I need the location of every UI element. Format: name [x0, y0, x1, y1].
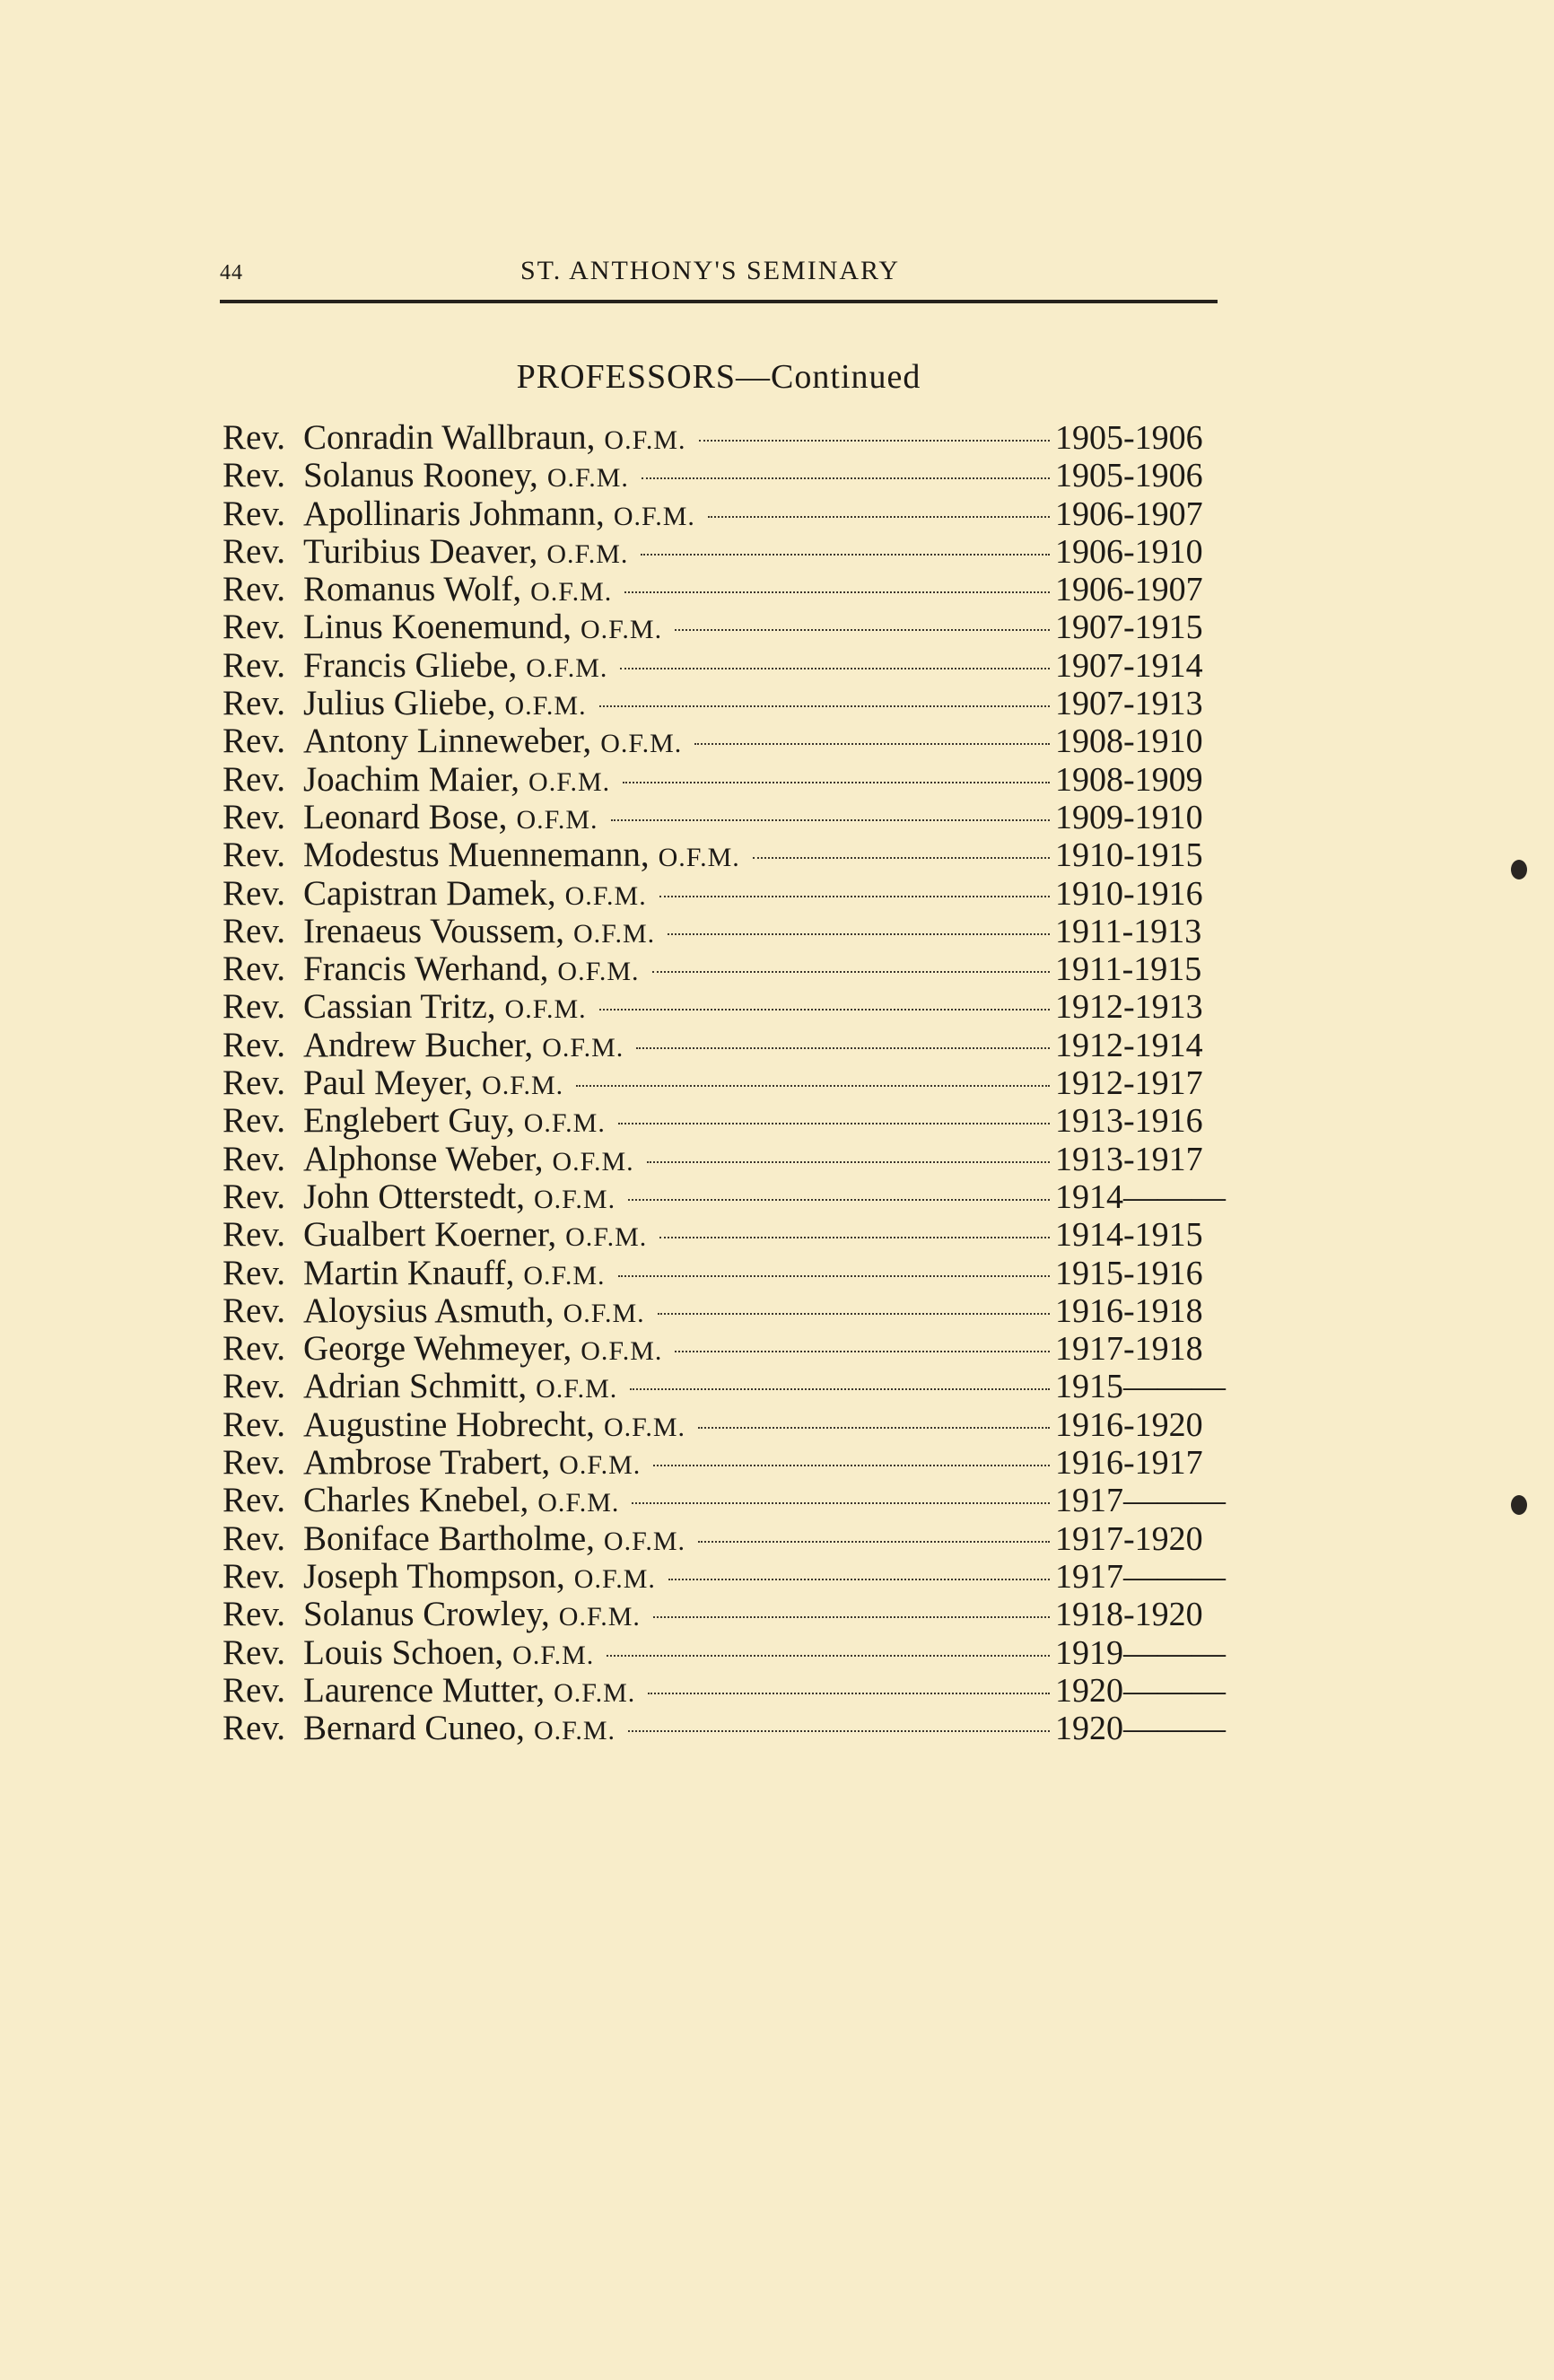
- dot-leader: [636, 1047, 1050, 1049]
- entry-title: Rev.: [223, 1367, 286, 1406]
- professor-entry: [223, 722, 1218, 760]
- entry-title: Rev.: [223, 1518, 286, 1558]
- entry-name: Charles Knebel,: [303, 1481, 529, 1520]
- professor-entry: [223, 1292, 1218, 1330]
- professors-list: [223, 418, 1226, 1748]
- entry-name: Leonard Bose,: [303, 797, 508, 836]
- dot-leader: [623, 782, 1050, 783]
- entry-order: O.F.M.: [546, 463, 629, 494]
- entry-name: Francis Werhand,: [303, 949, 549, 989]
- dot-leader: [628, 1730, 1050, 1732]
- professor-entry: [223, 1255, 1218, 1292]
- dot-leader: [641, 554, 1050, 556]
- running-title: ST. ANTHONY'S SEMINARY: [520, 256, 901, 285]
- entry-order: O.F.M.: [600, 729, 683, 759]
- entry-years: 1916-1920: [1055, 1405, 1203, 1444]
- entry-title: Rev.: [223, 570, 286, 609]
- dot-leader: [708, 516, 1050, 518]
- entry-years: 1907-1915: [1055, 608, 1203, 647]
- entry-order: O.F.M.: [581, 1336, 663, 1367]
- entry-name: Antony Linneweber,: [303, 722, 592, 761]
- entry-title: Rev.: [223, 1709, 286, 1748]
- entry-years: 1905-1906: [1055, 457, 1203, 495]
- dot-leader: [607, 1655, 1050, 1657]
- entry-title: Rev.: [223, 836, 286, 875]
- entry-name: Bernard Cuneo,: [303, 1709, 525, 1748]
- professor-entry: [223, 1177, 1226, 1216]
- entry-years: 1906-1907: [1055, 494, 1203, 533]
- header-rule: [220, 300, 1218, 303]
- entry-title: Rev.: [223, 1595, 286, 1634]
- dot-leader: [698, 1427, 1050, 1429]
- dot-leader: [652, 971, 1050, 973]
- entry-name: Augustine Hobrecht,: [303, 1404, 595, 1444]
- dot-leader: [675, 629, 1050, 631]
- entry-order: O.F.M.: [564, 880, 647, 911]
- dot-leader: [653, 1465, 1050, 1466]
- entry-title: Rev.: [223, 987, 286, 1027]
- entry-name: Conradin Wallbraun,: [303, 418, 596, 457]
- dot-leader: [694, 743, 1050, 745]
- professor-entry: [223, 419, 1218, 457]
- entry-years: 1912-1914: [1055, 1026, 1203, 1064]
- entry-title: Rev.: [223, 911, 286, 950]
- entry-order: O.F.M.: [559, 1450, 642, 1481]
- entry-title: Rev.: [223, 1481, 286, 1520]
- entry-years: 1912-1913: [1055, 988, 1203, 1027]
- professor-entry: [223, 1406, 1218, 1444]
- entry-years: 1917———: [1055, 1482, 1226, 1520]
- entry-name: Romanus Wolf,: [303, 570, 522, 609]
- dot-leader: [628, 1199, 1050, 1201]
- professor-entry: [223, 457, 1218, 494]
- professor-entry: [223, 647, 1218, 685]
- entry-title: Rev.: [223, 1025, 286, 1064]
- entry-name: Francis Gliebe,: [303, 645, 518, 685]
- entry-years: 1915-1916: [1055, 1254, 1203, 1292]
- entry-years: 1910-1916: [1055, 874, 1203, 913]
- entry-name: Irenaeus Voussem,: [303, 911, 565, 950]
- professor-entry: [223, 1670, 1226, 1710]
- entry-title: Rev.: [223, 873, 286, 913]
- entry-name: Modestus Muennemann,: [303, 836, 650, 875]
- dot-leader: [624, 591, 1050, 593]
- entry-name: Solanus Crowley,: [303, 1595, 550, 1634]
- professor-entry: [223, 761, 1218, 799]
- entry-name: Aloysius Asmuth,: [303, 1291, 554, 1330]
- entry-order: O.F.M.: [536, 1374, 618, 1404]
- entry-name: Joachim Maier,: [303, 759, 520, 799]
- entry-years: 1916-1918: [1055, 1291, 1203, 1330]
- dot-leader: [659, 896, 1050, 897]
- entry-title: Rev.: [223, 1329, 286, 1369]
- dot-leader: [630, 1388, 1050, 1390]
- entry-years: 1914-1915: [1055, 1216, 1203, 1255]
- dot-leader: [668, 933, 1050, 935]
- professor-entry: [223, 571, 1218, 608]
- entry-years: 1907-1914: [1055, 646, 1203, 685]
- entry-order: O.F.M.: [573, 918, 656, 949]
- dot-leader: [599, 1009, 1050, 1011]
- dot-leader: [698, 1541, 1050, 1543]
- entry-title: Rev.: [223, 1404, 286, 1444]
- entry-years: 1917———: [1055, 1557, 1226, 1596]
- entry-title: Rev.: [223, 1215, 286, 1255]
- entry-years: 1908-1910: [1055, 722, 1203, 761]
- professor-entry: [223, 799, 1218, 836]
- entry-title: Rev.: [223, 494, 286, 533]
- entry-order: O.F.M.: [565, 1222, 648, 1253]
- entry-order: O.F.M.: [537, 1488, 620, 1518]
- entry-name: Alphonse Weber,: [303, 1139, 544, 1178]
- professor-entry: [223, 1481, 1226, 1520]
- entry-order: O.F.M.: [482, 1071, 564, 1101]
- entry-order: O.F.M.: [526, 652, 608, 683]
- entry-years: 1910-1915: [1055, 836, 1203, 875]
- professor-entry: [223, 1632, 1226, 1672]
- entry-order: O.F.M.: [530, 577, 613, 608]
- entry-name: Ambrose Trabert,: [303, 1443, 551, 1483]
- entry-title: Rev.: [223, 949, 286, 989]
- entry-years: 1906-1910: [1055, 532, 1203, 571]
- entry-name: Paul Meyer,: [303, 1063, 474, 1103]
- entry-title: Rev.: [223, 1632, 286, 1672]
- entry-name: John Otterstedt,: [303, 1177, 525, 1216]
- entry-years: 1907-1913: [1055, 685, 1203, 723]
- entry-order: O.F.M.: [552, 1146, 634, 1177]
- entry-order: O.F.M.: [533, 1716, 616, 1746]
- dot-leader: [599, 705, 1050, 707]
- professor-entry: [223, 1141, 1218, 1178]
- entry-years: 1918-1920: [1055, 1596, 1203, 1634]
- entry-name: Martin Knauff,: [303, 1253, 515, 1292]
- entry-title: Rev.: [223, 1556, 286, 1596]
- professor-entry: [223, 1444, 1218, 1482]
- entry-name: Julius Gliebe,: [303, 684, 496, 723]
- entry-years: 1911-1913: [1055, 912, 1202, 950]
- professor-entry: [223, 1556, 1226, 1596]
- entry-years: 1913-1917: [1055, 1140, 1203, 1178]
- entry-title: Rev.: [223, 456, 286, 495]
- entry-order: O.F.M.: [504, 994, 587, 1025]
- entry-years: 1917-1918: [1055, 1330, 1203, 1369]
- entry-years: 1908-1909: [1055, 760, 1203, 799]
- entry-order: O.F.M.: [557, 957, 640, 987]
- entry-years: 1919———: [1055, 1633, 1226, 1672]
- entry-years: 1915———: [1055, 1368, 1226, 1406]
- professor-entry: [223, 685, 1218, 722]
- professor-entry: [223, 836, 1218, 874]
- entry-years: 1916-1917: [1055, 1444, 1203, 1483]
- professor-entry: [223, 1330, 1218, 1368]
- running-header: [220, 256, 1218, 297]
- dot-leader: [618, 1275, 1050, 1277]
- entry-title: Rev.: [223, 1139, 286, 1178]
- entry-title: Rev.: [223, 1253, 286, 1292]
- dot-leader: [675, 1351, 1050, 1352]
- entry-title: Rev.: [223, 722, 286, 761]
- entry-order: O.F.M.: [516, 804, 598, 835]
- entry-years: 1920———: [1055, 1671, 1226, 1710]
- professor-entry: [223, 1102, 1218, 1140]
- entry-years: 1914———: [1055, 1177, 1226, 1216]
- entry-title: Rev.: [223, 1291, 286, 1330]
- binding-hole-mark: [1511, 1495, 1527, 1515]
- entry-years: 1917-1920: [1055, 1519, 1203, 1558]
- entry-years: 1905-1906: [1055, 419, 1203, 457]
- entry-order: O.F.M.: [563, 1298, 645, 1328]
- entry-order: O.F.M.: [603, 1526, 686, 1556]
- entry-title: Rev.: [223, 418, 286, 457]
- professor-entry: [223, 1709, 1226, 1748]
- dot-leader: [611, 819, 1050, 821]
- entry-order: O.F.M.: [523, 1260, 606, 1291]
- entry-years: 1911-1915: [1055, 950, 1202, 989]
- entry-name: Gualbert Koerner,: [303, 1215, 557, 1255]
- entry-order: O.F.M.: [533, 1184, 616, 1214]
- entry-order: O.F.M.: [512, 1640, 595, 1670]
- dot-leader: [659, 1237, 1050, 1238]
- entry-order: O.F.M.: [523, 1108, 606, 1139]
- entry-years: 1913-1916: [1055, 1102, 1203, 1141]
- entry-order: O.F.M.: [613, 501, 695, 531]
- dot-leader: [648, 1693, 1050, 1694]
- entry-years: 1912-1917: [1055, 1064, 1203, 1103]
- dot-leader: [753, 857, 1050, 859]
- section-heading: PROFESSORS—Continued: [516, 358, 921, 396]
- entry-name: George Wehmeyer,: [303, 1329, 572, 1369]
- entry-name: Laurence Mutter,: [303, 1670, 546, 1710]
- dot-leader: [658, 1313, 1050, 1315]
- entry-name: Andrew Bucher,: [303, 1025, 534, 1064]
- entry-title: Rev.: [223, 1443, 286, 1483]
- dot-leader: [668, 1579, 1050, 1580]
- entry-title: Rev.: [223, 1670, 286, 1710]
- professor-entry: [223, 950, 1218, 988]
- entry-name: Apollinaris Johmann,: [303, 494, 605, 533]
- entry-title: Rev.: [223, 759, 286, 799]
- dot-leader: [647, 1161, 1050, 1163]
- professor-entry: [223, 1596, 1218, 1633]
- entry-name: Turibius Deaver,: [303, 531, 538, 571]
- entry-order: O.F.M.: [554, 1677, 636, 1708]
- entry-title: Rev.: [223, 531, 286, 571]
- professor-entry: [223, 875, 1218, 913]
- dot-leader: [632, 1502, 1050, 1504]
- entry-years: 1906-1907: [1055, 571, 1203, 609]
- professor-entry: [223, 1027, 1218, 1064]
- entry-name: Louis Schoen,: [303, 1632, 504, 1672]
- entry-title: Rev.: [223, 1101, 286, 1141]
- entry-name: Solanus Rooney,: [303, 456, 538, 495]
- entry-order: O.F.M.: [528, 766, 611, 797]
- entry-order: O.F.M.: [573, 1563, 656, 1594]
- entry-title: Rev.: [223, 645, 286, 685]
- professor-entry: [223, 1064, 1218, 1102]
- professor-entry: [223, 1520, 1218, 1558]
- entry-name: Adrian Schmitt,: [303, 1367, 528, 1406]
- page-number: 44: [220, 261, 243, 284]
- professor-entry: [223, 608, 1218, 646]
- entry-order: O.F.M.: [658, 843, 740, 873]
- entry-name: Boniface Bartholme,: [303, 1518, 595, 1558]
- entry-title: Rev.: [223, 1177, 286, 1216]
- binding-hole-mark: [1511, 860, 1527, 879]
- dot-leader: [653, 1616, 1050, 1618]
- entry-order: O.F.M.: [580, 615, 663, 645]
- entry-name: Englebert Guy,: [303, 1101, 515, 1141]
- professor-entry: [223, 1367, 1226, 1406]
- entry-order: O.F.M.: [504, 691, 587, 722]
- professor-entry: [223, 495, 1218, 533]
- dot-leader: [620, 668, 1050, 669]
- entry-order: O.F.M.: [603, 1412, 686, 1442]
- entry-title: Rev.: [223, 608, 286, 647]
- entry-name: Linus Koenemund,: [303, 608, 572, 647]
- entry-order: O.F.M.: [558, 1602, 641, 1632]
- professor-entry: [223, 988, 1218, 1026]
- dot-leader: [642, 477, 1050, 479]
- entry-name: Joseph Thompson,: [303, 1556, 565, 1596]
- dot-leader: [576, 1085, 1050, 1087]
- dot-leader: [618, 1123, 1050, 1124]
- professor-entry: [223, 913, 1218, 950]
- entry-title: Rev.: [223, 684, 286, 723]
- entry-order: O.F.M.: [542, 1032, 624, 1063]
- entry-title: Rev.: [223, 797, 286, 836]
- entry-years: 1920———: [1055, 1710, 1226, 1748]
- entry-name: Cassian Tritz,: [303, 987, 496, 1027]
- entry-order: O.F.M.: [604, 425, 686, 455]
- entry-years: 1909-1910: [1055, 798, 1203, 836]
- dot-leader: [699, 440, 1050, 442]
- professor-entry: [223, 533, 1218, 571]
- entry-title: Rev.: [223, 1063, 286, 1103]
- professor-entry: [223, 1216, 1218, 1254]
- entry-order: O.F.M.: [546, 538, 629, 569]
- entry-name: Capistran Damek,: [303, 873, 556, 913]
